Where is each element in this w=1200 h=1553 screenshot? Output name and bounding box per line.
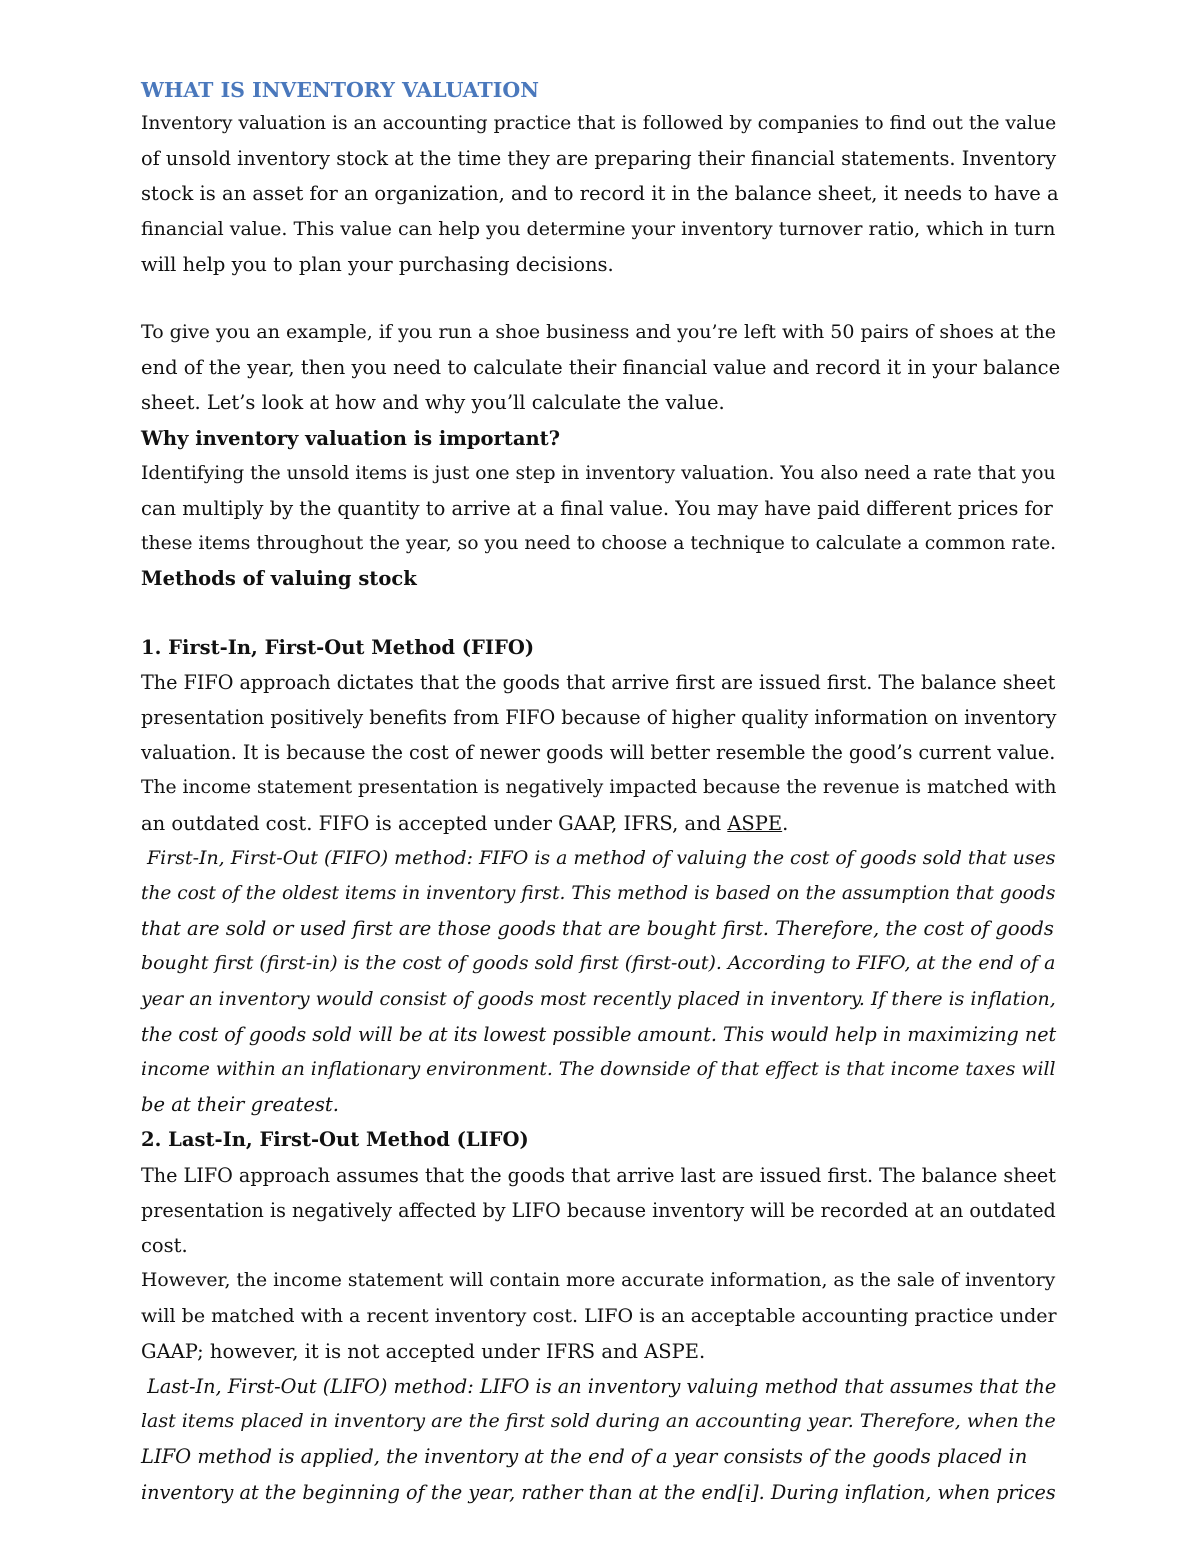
lifo-paragraph: [141, 1158, 1061, 1369]
why-line: these items throughout the year, so you need to choose a technique to calculate a common rate.: [141, 533, 1057, 555]
example-line: sheet. Let’s look at how and why you’ll calculate the value.: [141, 391, 725, 415]
fifo-line: valuation. It is because the cost of newer goods will better resemble the good’s current value.: [141, 741, 1056, 765]
lifo-line: cost.: [141, 1234, 188, 1258]
fifo-definition-line: year an inventory would consist of goods most recently placed in inventory. If there is inflation,: [141, 987, 1056, 1010]
lifo-line: However, the income statement will contain more accurate information, as the sale of inventory: [141, 1270, 1056, 1292]
why-line: Identifying the unsold items is just one step in inventory valuation. You also need a rate that you: [141, 462, 1056, 484]
why-heading: Why inventory valuation is important?: [141, 426, 561, 450]
fifo-definition-line: First-In, First-Out (FIFO) method: FIFO is a method of valuing the cost of goods sold that uses: [141, 846, 1056, 869]
intro-paragraph: [141, 106, 1061, 282]
fifo-last-line-text: an outdated cost. FIFO is accepted under GAAP, IFRS, and: [141, 811, 728, 835]
paragraph-spacer: [141, 282, 1061, 315]
fifo-definition-line: be at their greatest.: [141, 1093, 339, 1117]
lifo-line: GAAP; however, it is not accepted under IFRS and ASPE.: [141, 1339, 706, 1363]
fifo-definition-line: the cost of goods sold will be at its lowest possible amount. This would help in maximizing net: [141, 1022, 1057, 1046]
methods-heading: Methods of valuing stock: [141, 567, 417, 591]
intro-line: Inventory valuation is an accounting practice that is followed by companies to find out the value: [141, 113, 1057, 134]
example-line: To give you an example, if you run a shoe business and you’re left with 50 pairs of shoes at the: [141, 321, 1056, 344]
fifo-definition-line: the cost of the oldest items in inventory first. This method is based on the assumption that goods: [141, 883, 1056, 905]
fifo-line: The income statement presentation is negatively impacted because the revenue is matched with: [141, 777, 1057, 799]
intro-line: of unsold inventory stock at the time they are preparing their financial statements. Inventory: [141, 147, 1057, 171]
fifo-definition-line: that are sold or used first are those goods that are bought first. Therefore, the cost of goods: [141, 917, 1054, 941]
lifo-definition-line: inventory at the beginning of the year, rather than at the end[i]. During inflation, when prices: [141, 1480, 1056, 1504]
why-paragraph: [141, 456, 1061, 562]
fifo-paragraph: [141, 665, 1061, 841]
example-paragraph: [141, 315, 1061, 421]
fifo-heading: 1. First-In, First-Out Method (FIFO): [141, 635, 535, 659]
lifo-definition-line: LIFO method is applied, the inventory at the end of a year consists of the goods placed in: [141, 1445, 1028, 1469]
fifo-definition: [141, 841, 1061, 1123]
lifo-line: presentation is negatively affected by LIFO because inventory will be recorded at an outdated: [141, 1198, 1056, 1222]
intro-line: will help you to plan your purchasing decisions.: [141, 252, 614, 276]
aspe-link[interactable]: ASPE: [727, 811, 783, 835]
lifo-line: The LIFO approach assumes that the goods that arrive last are issued first. The balance sheet: [141, 1163, 1056, 1187]
why-line: can multiply by the quantity to arrive at a final value. You may have paid different prices for: [141, 497, 1053, 521]
fifo-last-line: [141, 806, 1061, 841]
fifo-last-line-end: .: [782, 811, 789, 835]
lifo-definition-line: last items placed in inventory are the first sold during an accounting year. Therefore, when the: [141, 1410, 1056, 1433]
lifo-definition: [141, 1369, 1061, 1510]
fifo-line: The FIFO approach dictates that the goods that arrive first are issued first. The balance sheet: [141, 670, 1056, 694]
intro-line: stock is an asset for an organization, and to record it in the balance sheet, it needs to have a: [141, 182, 1059, 206]
lifo-heading: 2. Last-In, First-Out Method (LIFO): [141, 1128, 529, 1152]
lifo-line: will be matched with a recent inventory cost. LIFO is an acceptable accounting practice under: [141, 1304, 1057, 1327]
fifo-line: presentation positively benefits from FIFO because of higher quality information on inventory: [141, 706, 1057, 730]
example-line: end of the year, then you need to calculate their financial value and record it in your balance: [141, 356, 1061, 380]
lifo-definition-line: Last-In, First-Out (LIFO) method: LIFO is an inventory valuing method that assumes that the: [141, 1374, 1057, 1398]
document-page: [141, 74, 1061, 1510]
intro-line: financial value. This value can help you determine your inventory turnover ratio, which in turn: [141, 217, 1056, 240]
fifo-definition-line: income within an inflationary environment. The downside of that effect is that income taxes will: [141, 1059, 1056, 1081]
paragraph-spacer: [141, 597, 1061, 630]
page-title: WHAT IS INVENTORY VALUATION: [141, 78, 539, 102]
fifo-definition-line: bought first (first-in) is the cost of goods sold first (first-out). According to FIFO, at the end of a: [141, 952, 1056, 975]
